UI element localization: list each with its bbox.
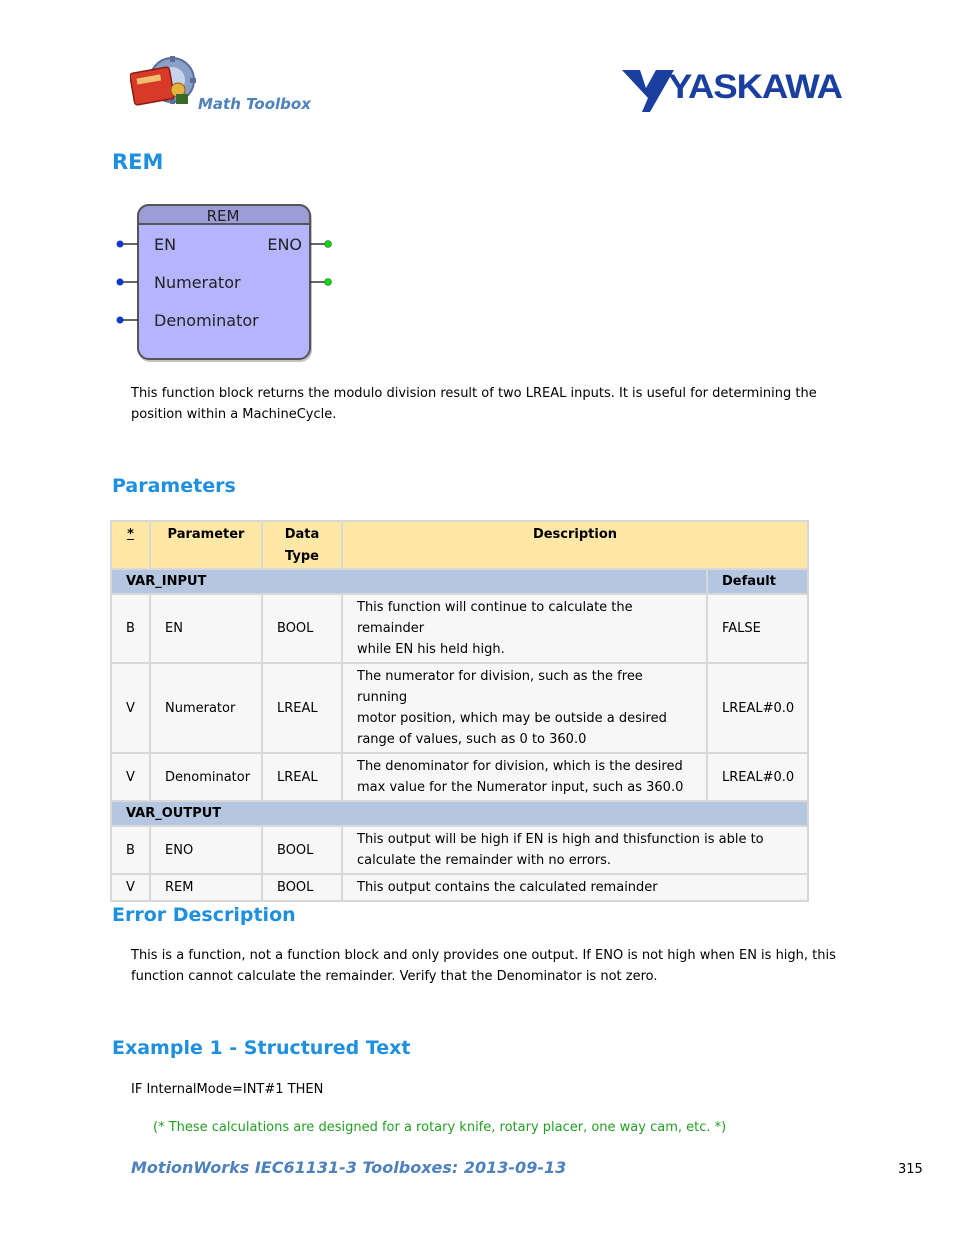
function-block-diagram: [112, 200, 342, 366]
toolbox-name: Math Toolbox: [198, 95, 311, 113]
parameters-table: [110, 520, 809, 902]
pin-denominator-label: Denominator: [154, 311, 259, 330]
col-default: Default: [707, 569, 808, 594]
table-header-row: [111, 521, 808, 569]
brand-wordmark: YASKAWA: [668, 68, 843, 106]
toolbox-logo: [130, 56, 200, 108]
code-line: IF InternalMode=INT#1 THEN: [131, 1082, 324, 1097]
code-comment: (* These calculations are designed for a rotary knife, rotary placer, one way cam, etc. *): [153, 1120, 727, 1135]
col-parameter: Parameter: [150, 521, 262, 569]
pin-en-label: EN: [154, 235, 177, 254]
var-output-row: VAR_OUTPUT: [111, 801, 808, 826]
col-data-type: Data Type: [262, 521, 342, 569]
col-description: Description: [342, 521, 808, 569]
page-title: REM: [112, 150, 164, 174]
page-number: 315: [898, 1162, 923, 1177]
table-row: V REM BOOL This output contains the calculated remainder: [111, 874, 808, 901]
input-pins: [117, 241, 124, 324]
pin-numerator-label: Numerator: [154, 273, 241, 292]
footer-title: MotionWorks IEC61131-3 Toolboxes: 2013-09-13: [131, 1158, 567, 1177]
intro-paragraph: This function block returns the modulo division result of two LREAL inputs. It is useful for determining the position within a MachineCycle.: [131, 386, 817, 422]
yaskawa-logo: [622, 66, 844, 112]
output-pins: [325, 241, 332, 286]
table-row: V Numerator LREAL The numerator for division, such as the free running motor position, which may be outside a desired range of values, such as 0 to 360.0 LREAL#0.0: [111, 663, 808, 753]
error-description-heading: Error Description: [112, 904, 296, 926]
var-input-row: VAR_INPUT Default: [111, 569, 808, 594]
table-row: B ENO BOOL This output will be high if EN is high and thisfunction is able to calculate the remainder with no errors.: [111, 826, 808, 874]
example-heading: Example 1 - Structured Text: [112, 1037, 411, 1059]
col-star: *: [111, 521, 150, 569]
error-description-paragraph: This is a function, not a function block and only provides one output. If ENO is not high when EN is high, this function cannot calculate the remainder. Verify that the Denominator is not zero.: [131, 948, 836, 984]
table-row: B EN BOOL This function will continue to calculate the remainder while EN his held high. FALSE: [111, 594, 808, 663]
table-row: V Denominator LREAL The denominator for division, which is the desired max value for the Numerator input, such as 360.0 LREAL#0.0: [111, 753, 808, 801]
block-name: REM: [206, 207, 240, 225]
pin-eno-label: ENO: [267, 235, 302, 254]
parameters-heading: Parameters: [112, 475, 236, 497]
